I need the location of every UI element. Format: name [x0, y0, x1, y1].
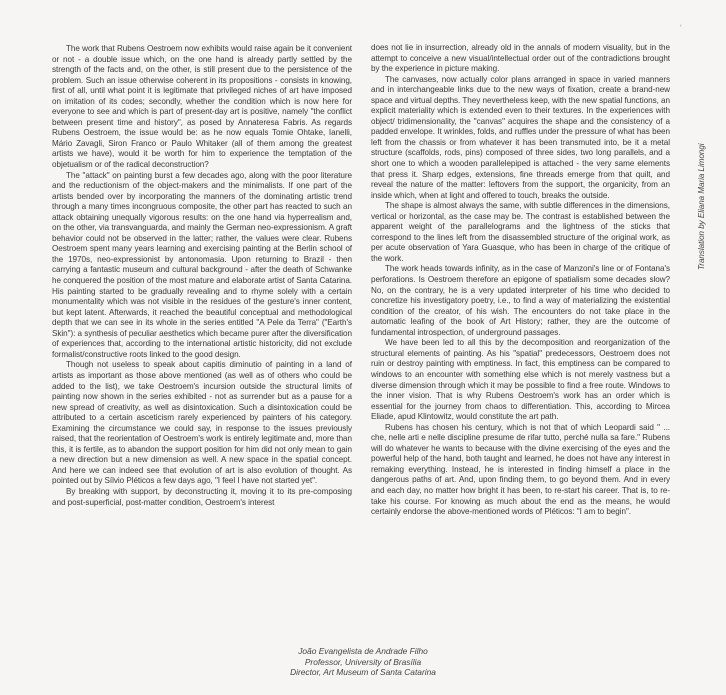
paragraph: The shape is almost always the same, with subtle differences in the dimensions, vertical or horizontal, as the case may be. The contrast is established between the apparent weight of the parallelograms and the lightness of the sticks that correspond to the lines left from the disassembled structure of the original work, as per acute observation of Yara Guasque, who has been in charge of the critique of the work. [371, 201, 670, 263]
author-signature [0, 646, 726, 678]
author-name: João Evangelista de Andrade Filho [298, 646, 428, 656]
paragraph: The work that Rubens Oestroem now exhibits would raise again be it convenient or not - a double issue which, on the one hand is already partly settled by the strength of the facts and, on the other, is still present due to the persistence of the problem. Such an issue otherwise coherent in its propositions - consists in knowing, first of all, until what point it is legitimate that privileged niches of art have imposed on imitation of its codes; secondly, whether the condition which is now here for everyone to see and which is part of present-day art is positive, namely "the conflict between present time and history", as posed by Annateresa Fabris. As regards Rubens Oestroem, the issue would be: as he now equals Tomie Ohtake, Ianelli, Mário Zavagli, Siron Franco or Paulo Whitaker (all of them among the greatest artists we have), would it be worth for him to experience the temptation of the objetualism or of the radical deconstruction? [52, 44, 352, 170]
paragraph: does not lie in insurrection, already old in the annals of modern visuality, but in the attempt to conceive a new visual/intellectual order out of the contradictions brought by the experience in picture making. [371, 43, 670, 74]
paragraph: The canvases, now actually color plans arranged in space in varied manners and in interchangeable links due to the new ways of fixation, create a brand-new space and virtual depths. They nevertheless keep, with the new spatial functions, an explicit materiality which is extended even to their textures. In the experiences with object/ tridimensionality, the "canvas" acquires the shape and the consistency of a padded envelope. It wrinkles, folds, and ruffles under the pressure of what has been left from the chassis or from whatever it has been transmuted into, be it a metal structure (scaffolds, rods, pins) composed of three sides, two long parallels, and a short one to which a wooden parallelepiped is attached - the very same elements that press it. Sharp edges, extensions, fine threads emerge from that quilt, and reveal the nature of the matter: leftovers from the support, the organicity, from an inside which, when at light and offered to touch, breaks the outside. [371, 74, 670, 200]
translator-text: Translation by Eliana Maria Limongi [697, 143, 706, 270]
paragraph: The "attack" on painting burst a few decades ago, along with the poor literature and the reductionism of the object-makers and the minimalists. If one part of the artists bended over by incorporating the manners of the dominating artistic trend through a many times incongruous composite, the other part has reacted to such an attack obtaining unequally vigorous results: on the one hand via hyperrealism and, on the other, via transvanguarda, and mainly the German neo-expressionism. A graft behavior could not be observed in the latter; rather, the values were clear. Rubens Oestroem spent many years learning and exercising painting at the Berlin school of the 1970s, neo-expressionist by antonomasia. Upon returning to Brazil - then carrying a fantastic museum and cultural background - after the death of Schwanke he conquered the position of the most mature and elaborate artist of Santa Catarina. His painting started to be gradually revealing and to rhyme solely with a certain monumentality which was not visible in the residues of the gesture's inner content, but kept latent. Afterwards, it reached the beautiful conceptual and methodological depth that we can see in its whole in the series entitled "A Pele da Terra" ("Earth's Skin"): a synthesis of peculiar aesthetics which became purer after the diversification of experiences that, according to the international artistic historicity, did not exclude formalist/constructive roots linked to the good design. [52, 170, 352, 359]
paragraph: Rubens has chosen his century, which is not that of which Leopardi said " ... che, nelle arti e nelle discipline presume de rifar tutto, perché nulla sa fare." Rubens will do whatever he wants to because with the divine exercising of the eyes and the powerful help of the hand, both taught and learned, he does not have any interest in remaking everything. Instead, he is interested in finding himself a place in the dangerous paths of art. And, upon finding them, to go beyond them. And in every and each day, no matter how bright it has been, to re-start his career. That is, to re-take his course. For knowing as much about the end as the means, he would certainly endorse the above-mentioned words of Pléticos: "I am to begin". [371, 422, 670, 517]
paragraph: Though not useless to speak about capitis diminutio of painting in a land of artists as important as those above mentioned (as well as of others who could be added to the list), we take Oestroem's incursion outside the structural limits of painting now shown in the series exhibited - not as surrender but as a pause for a new spread of creativity, as well as disintoxication. Such a disintoxication could be attributed to a certain asceticism rarely experienced by painters of his category. Examining the circumstance we could say, in response to the issues previously raised, that the reorientation of Oestroem's work is entirely legitimate and, more than this, it is fertile, as to abandon the support position for him did not only mean to gain a new direction but a new dimension as well. A new space in the spatial concept. And here we can indeed see that evolution of art is also evolution of thought. As pointed out by Sílvio Pléticos a few days ago, "I feel I have not started yet". [52, 360, 352, 486]
author-title-2: Director, Art Museum of Santa Catarina [290, 667, 436, 678]
left-text-column [52, 44, 352, 508]
stray-mark: ʼ [680, 24, 682, 33]
paragraph: We have been led to all this by the decomposition and reorganization of the structural elements of painting. As his "spatial" predecessors, Oestroem does not ruin or destroy painting with emptiness. In fact, this emptiness can be compared to windows to an encounter with something else which is not merely vastness but a diverse dimension through which it may be possible to find a free route. Windows to the inner vision. That is why Rubens Oestroem's work has an order which is essential for the journey from chaos to differentiation. This, according to Mircea Eliade, apud Klintowitz, would constitute the art path. [371, 338, 670, 422]
right-text-column [371, 43, 670, 518]
paragraph: By breaking with support, by deconstructing it, moving it to its pre-composing and post-superficial, post-matter condition, Oestroem's interest [52, 486, 352, 507]
paragraph: The work heads towards infinity, as in the case of Manzoni's line or of Fontana's perforations. Is Oestroem therefore an epigone of spatialism some decades slow? No, on the contrary, he is a very updated interpreter of his time who decided to concretize his investigatory poetry, i.e., to find a way of materializing the existential condition of the creator, of his wish. The encounters do not take place in the automatic leafing of the book of Art History; rather, they are the outcome of fundamental introspection, of underground passages. [371, 264, 670, 337]
author-title-1: Professor, University of Brasília [304, 656, 422, 667]
